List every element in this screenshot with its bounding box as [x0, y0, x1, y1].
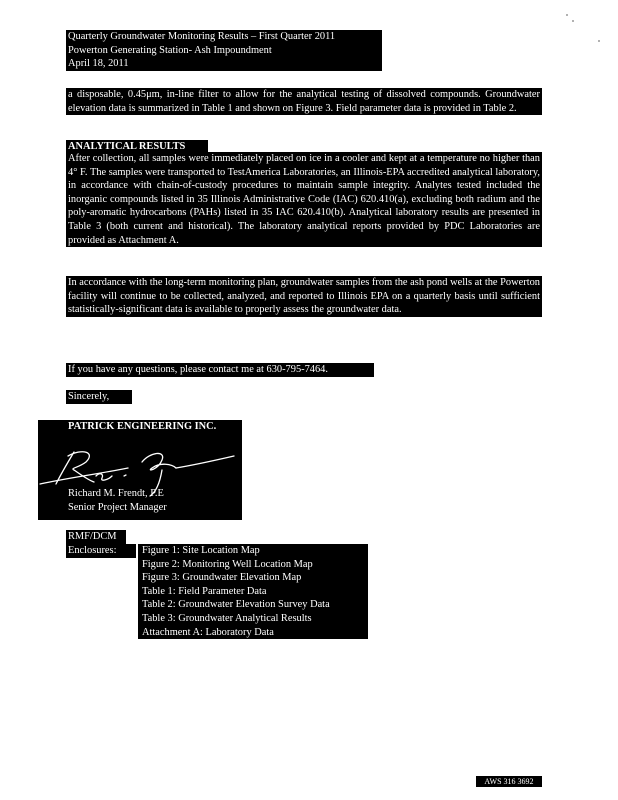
enclosures-list	[138, 544, 368, 639]
signer-name: Richard M. Frendt, P.E	[68, 488, 164, 499]
para1-line: data is provided in Table 2.	[403, 102, 517, 114]
para2-line: Illinois-EPA accredited analytical laboratory, in accordance with chain-of-custody procedures to	[68, 166, 540, 192]
contact-sentence: If you have any questions, please contact me at 630-795-7464.	[66, 363, 374, 377]
para2-line: hydrocarbons (PAHs) listed in 35 IAC 620.410(b). Analytical laboratory results are presented in	[129, 207, 540, 219]
paragraph-filtering	[66, 88, 542, 115]
para3-line: quarterly basis until sufficient statistically-significant data is available to properly assess the	[68, 290, 540, 316]
enclosures-label: Enclosures:	[66, 544, 136, 558]
header-date: April 18, 2011	[68, 58, 129, 70]
scan-speck	[572, 20, 574, 22]
enclosure-item: Table 2: Groundwater Elevation Survey Data	[142, 599, 330, 611]
header-facility: Powerton Generating Station- Ash Impoundment	[68, 44, 272, 56]
signer-title: Senior Project Manager	[68, 502, 167, 513]
paragraph-monitoring-plan	[66, 276, 542, 317]
scan-speck	[598, 40, 600, 42]
enclosure-item: Figure 2: Monitoring Well Location Map	[142, 558, 313, 570]
para2-line: maintain sample integrity. Analytes tested included the inorganic compounds listed in 35 Illinois	[68, 180, 541, 205]
para3-line: In accordance with the long-term monitoring plan, groundwater samples from the ash pond wells	[68, 277, 473, 288]
enclosure-item: Attachment A: Laboratory Data	[142, 626, 274, 638]
header-report-title: Quarterly Groundwater Monitoring Results – First Quarter 2011	[68, 31, 336, 42]
signature-block	[38, 420, 242, 520]
closing-salutation: Sincerely,	[66, 390, 132, 404]
para2-line: After collection, all samples were immediately placed on ice in a cooler and kept at a	[68, 153, 425, 164]
enclosure-item: Figure 1: Site Location Map	[142, 545, 260, 556]
paragraph-analytical-results	[66, 152, 542, 247]
scan-speck	[566, 14, 568, 16]
para2-line: Laboratories are provided as Attachment A.	[68, 220, 540, 246]
letter-header	[66, 30, 382, 71]
para2-line: Administrative Code (IAC) 620.410(a), excluding both radium and the poly-aromatic	[68, 193, 540, 219]
para3-line: at the Powerton facility will continue to be collected, analyzed, and reported to Illinois EPA on a	[68, 277, 540, 302]
para1-line: a disposable, 0.45μm, in-line filter to allow for the analytical testing of dissolved compounds.	[68, 89, 481, 100]
para2-line: Table 3 (both current and historical). The laboratory analytical reports provided by PDC	[68, 220, 465, 232]
document-stamp: AWS 316 3692	[476, 776, 542, 787]
author-initials: RMF/DCM	[66, 530, 126, 544]
section-heading-analytical-results: ANALYTICAL RESULTS	[66, 140, 208, 152]
para1-line: Groundwater elevation data is summarized in Table 1 and shown on Figure 3. Field parameter	[68, 89, 540, 114]
para2-line: temperature no higher than 4° F. The samples were transported to TestAmerica Laboratories, an	[68, 153, 540, 178]
enclosure-item: Table 1: Field Parameter Data	[142, 585, 267, 597]
enclosure-item: Table 3: Groundwater Analytical Results	[142, 612, 312, 624]
company-name: PATRICK ENGINEERING INC.	[68, 421, 217, 432]
enclosure-item: Figure 3: Groundwater Elevation Map	[142, 572, 302, 584]
para3-line: groundwater data.	[326, 304, 402, 316]
